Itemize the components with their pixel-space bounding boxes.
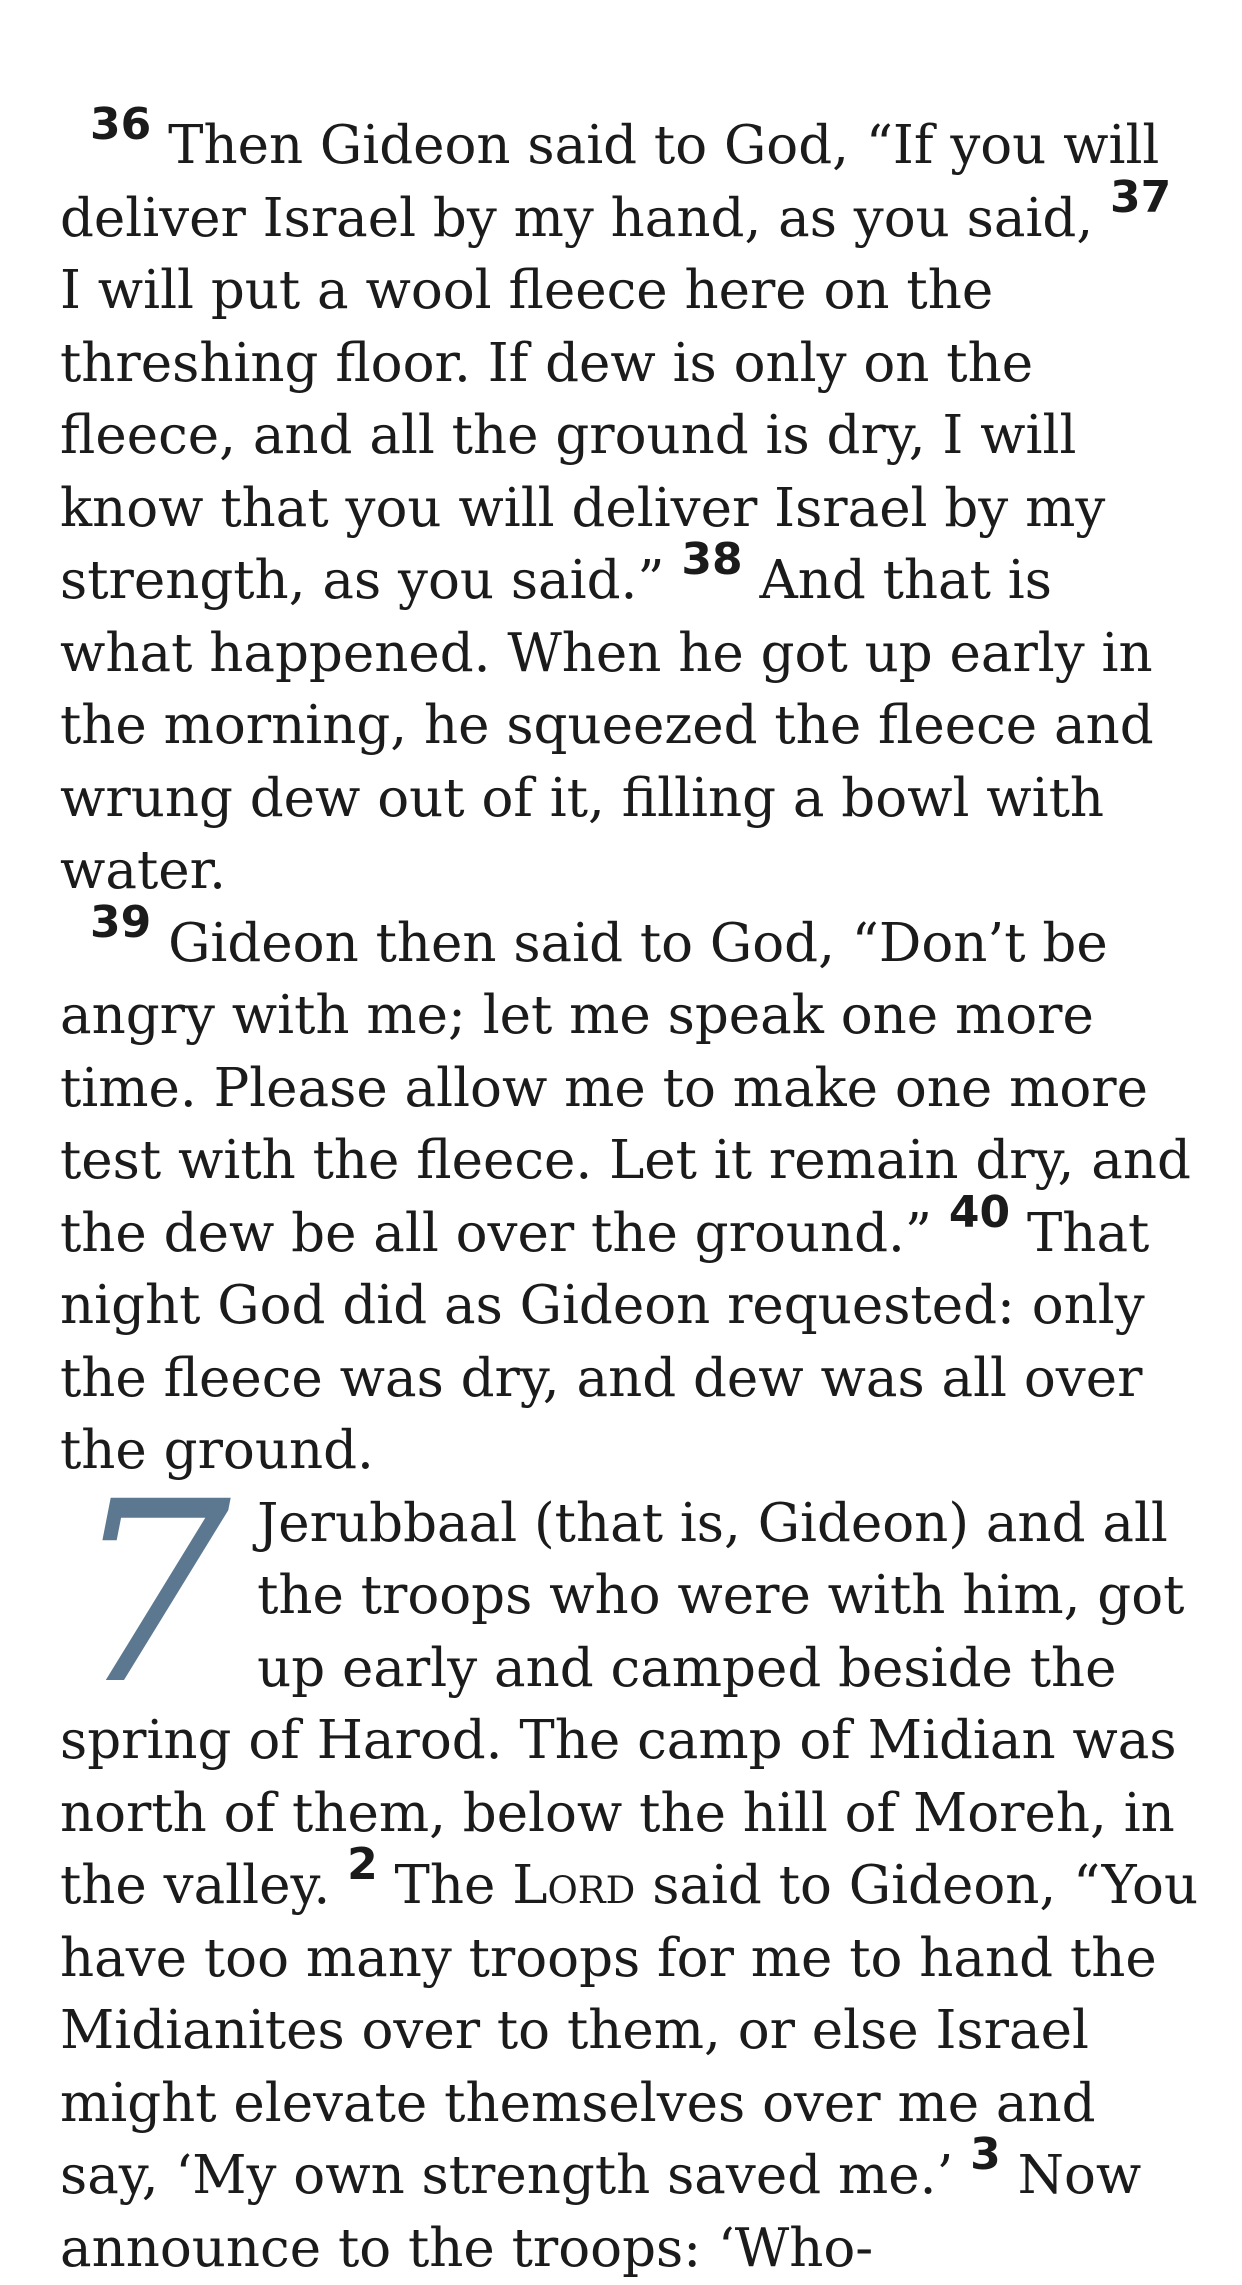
verse-text: said to Gideon, “You have too many troops for me to hand the Midianites over to them, or else Israel might elevate themselves over me and say, ‘My own strength saved me.’ bbox=[60, 1855, 1198, 2206]
verse-number[interactable]: 36 bbox=[90, 99, 151, 150]
verse-number[interactable]: 37 bbox=[1110, 171, 1171, 222]
verse-text: And that is what happened. When he got up early in the morning, he squeezed the fleece and wrung dew out of it, filling a bowl with water. bbox=[60, 550, 1154, 901]
verse-number[interactable]: 39 bbox=[90, 896, 151, 947]
verse-text: Then Gideon said to God, “If you will deliver Israel by my hand, as you said, bbox=[60, 115, 1159, 249]
chapter-7 bbox=[60, 1488, 1200, 2285]
verse-number[interactable]: 3 bbox=[970, 2129, 1001, 2180]
verse-number[interactable]: 2 bbox=[347, 1839, 378, 1890]
verse-text: Jerubbaal (that is, Gideon) and all the troops who were with him, got up early and camped beside the spring of Harod. The camp of Midian was north of them, below the hill of Moreh, in the valley. bbox=[60, 1493, 1184, 1917]
verse-text-pre: The bbox=[395, 1855, 496, 1916]
verse-text: That night God did as Gideon requested: only the fleece was dry, and dew was all over the ground. bbox=[60, 1203, 1149, 1482]
verse-text: Now announce to the troops: ‘Who- bbox=[60, 2145, 1141, 2279]
paragraph-1 bbox=[60, 110, 1200, 908]
paragraph-2 bbox=[60, 908, 1200, 1488]
verse-number[interactable]: 38 bbox=[681, 534, 742, 585]
chapter-number-dropcap: 7 bbox=[72, 1494, 231, 1704]
divine-name: Lord bbox=[512, 1855, 635, 1916]
verse-number[interactable]: 40 bbox=[949, 1186, 1010, 1237]
reading-page bbox=[60, 110, 1200, 2285]
verse-text: I will put a wool fleece here on the threshing floor. If dew is only on the fleece, and all the ground is dry, I will know that you will deliver Israel by my strength, as you said.” bbox=[60, 260, 1105, 611]
verse-text: Gideon then said to God, “Don’t be angry with me; let me speak one more time. Please allow me to make one more test with the fleece. Let it remain dry, and the dew be all over the ground.” bbox=[60, 913, 1191, 1264]
